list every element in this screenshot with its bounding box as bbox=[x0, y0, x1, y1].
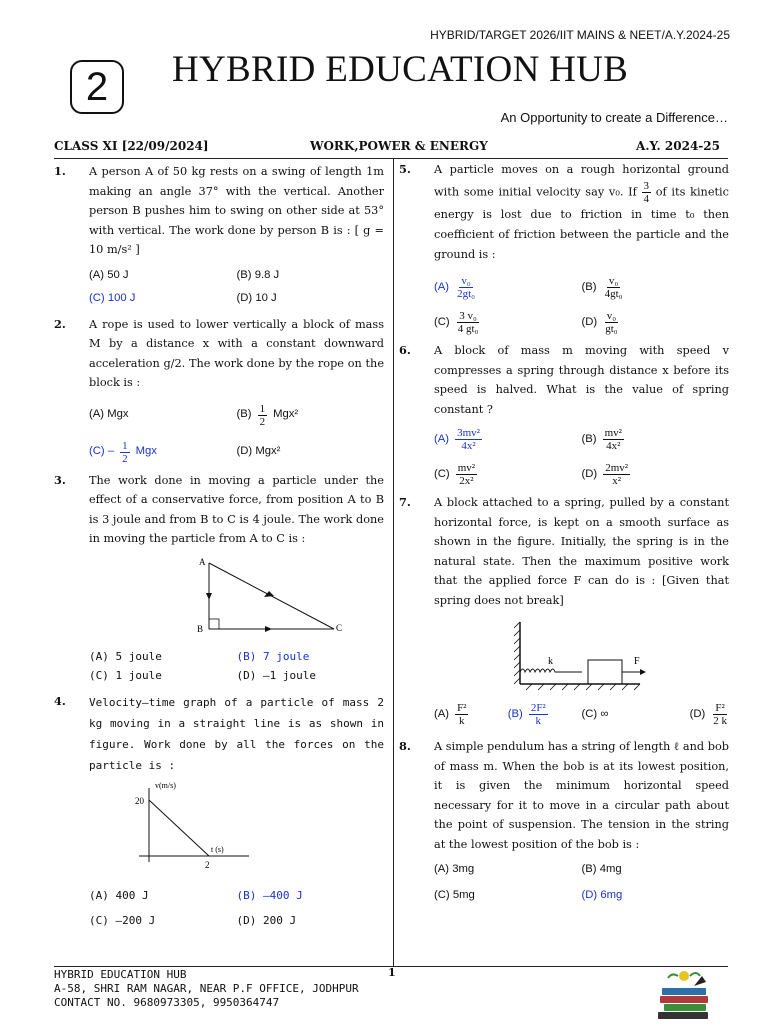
books-logo-icon bbox=[654, 966, 714, 1022]
series-tag: HYBRID/TARGET 2026/IIT MAINS & NEET/A.Y.2024-25 bbox=[430, 28, 730, 42]
option-a-answer[interactable]: (A) $\frac{\text{3mv²}}{\text{4x²}}$ bbox=[434, 427, 480, 452]
column-divider bbox=[393, 158, 394, 966]
option-d[interactable]: (D) 10 J bbox=[236, 292, 277, 304]
question-text: A particle moves on a rough horizontal ground with some initial velocity say v₀. If $\frac{3}{4}$ of its kinetic energy is lost due to friction in time t₀ then coefficient of friction between the particle and the ground is : bbox=[434, 163, 729, 261]
option-c[interactable]: (C) –200 J bbox=[89, 914, 156, 927]
question-number: 8. bbox=[399, 739, 411, 753]
option-d[interactable]: (D) 200 J bbox=[236, 914, 297, 927]
option-d-answer[interactable]: (D) 6mg bbox=[581, 888, 623, 901]
question-text: A person A of 50 kg rests on a swing of length 1m making an angle 37° with the vertical. Another person B pushes him to swing on other side at 53° with vertical. The work done by person B is : [ g = 10 m/s² ] bbox=[89, 165, 384, 256]
right-column bbox=[399, 160, 729, 911]
vertex-a-label: A bbox=[199, 556, 206, 567]
vertex-b-label: B bbox=[197, 623, 204, 634]
option-d[interactable]: (D) –1 joule bbox=[236, 669, 316, 682]
question-text: The work done in moving a particle under the effect of a conservative force, from position A to B is 3 joule and from B to C is 4 joule. The work done in moving the particle from A to C is : bbox=[89, 473, 384, 545]
question-text: A block of mass m moving with speed v compresses a spring through distance x before its speed is halved. What is the value of spring constant ? bbox=[434, 344, 729, 416]
options-row bbox=[434, 702, 729, 727]
option-c-answer[interactable]: (C) 100 J bbox=[89, 292, 136, 304]
question-text: Velocity–time graph of a particle of mass 2 kg moving in a straight line is as shown in figure. Work done by all the forces on the particle is : bbox=[89, 695, 384, 772]
topic-title: WORK,POWER & ENERGY bbox=[310, 139, 488, 153]
force-label: F bbox=[634, 656, 640, 667]
option-a[interactable]: (A) 3mg bbox=[434, 863, 475, 875]
option-d[interactable]: (D) Mgx² bbox=[236, 445, 281, 458]
option-c-answer[interactable]: (C) – $\frac{1}{2}$ Mgx bbox=[89, 439, 157, 465]
footer-institute: HYBRID EDUCATION HUB bbox=[54, 968, 187, 981]
option-a[interactable]: (A) $\frac{\text{F²}}{k}$ bbox=[434, 702, 467, 727]
question-text: A simple pendulum has a string of length ℓ and bob of mass m. When the bob is at its lowest position, it is given the minimum horizontal speed necessary for it to move in a circular path about the point of suspension. The tension in the string at the lowest position of the bob is : bbox=[434, 740, 729, 851]
question-8 bbox=[399, 737, 729, 905]
footer-address bbox=[54, 968, 359, 1010]
option-c[interactable]: (C) 1 joule bbox=[89, 669, 162, 682]
left-column bbox=[54, 162, 384, 937]
sheet-info-row bbox=[54, 139, 728, 157]
question-2 bbox=[54, 315, 384, 465]
option-c[interactable]: (C) ∞ bbox=[581, 707, 609, 720]
velocity-time-graph bbox=[109, 780, 269, 880]
option-d[interactable]: (D) $\frac{\text{F²}}{2 k}$ bbox=[689, 702, 727, 727]
vertex-c-label: C bbox=[336, 622, 343, 633]
question-text: A rope is used to lower vertically a block of mass M by a distance x with a constant downward acceleration g/2. The work done by the rope on the block is : bbox=[89, 317, 384, 389]
option-c[interactable]: (C) $\frac{\text{mv²}}{\text{2x²}}$ bbox=[434, 462, 476, 487]
option-c[interactable]: (C) 5mg bbox=[434, 888, 475, 901]
question-1 bbox=[54, 162, 384, 309]
y-tick-label: 20 bbox=[135, 795, 144, 806]
tagline: An Opportunity to create a Difference… bbox=[500, 110, 728, 125]
question-number: 3. bbox=[54, 472, 66, 487]
x-tick-label: 2 bbox=[205, 859, 210, 870]
question-number: 7. bbox=[399, 495, 411, 509]
option-a[interactable]: (A) 400 J bbox=[89, 888, 149, 902]
option-d[interactable]: (D) $\frac{\text{2mv²}}{\text{x²}}$ bbox=[581, 462, 629, 487]
option-b[interactable]: (B) $\frac{1}{2}$ Mgx² bbox=[236, 402, 299, 428]
question-3 bbox=[54, 471, 384, 686]
question-number: 4. bbox=[54, 693, 66, 708]
question-number: 1. bbox=[54, 164, 66, 178]
option-b[interactable]: (B) 9.8 J bbox=[236, 268, 280, 281]
page-number: 1 bbox=[388, 966, 396, 979]
spring-constant-label: k bbox=[548, 656, 553, 667]
question-6 bbox=[399, 341, 729, 487]
option-b-answer[interactable]: (B) $\frac{\text{2F²}}{k}$ bbox=[507, 702, 546, 727]
option-a[interactable]: (A) 5 joule bbox=[89, 649, 162, 663]
option-b-answer[interactable]: (B) 7 joule bbox=[236, 649, 310, 663]
academic-year: A.Y. 2024-25 bbox=[636, 139, 720, 153]
x-axis-label: t (s) bbox=[211, 844, 224, 854]
page-badge: 2 bbox=[70, 60, 124, 114]
question-4 bbox=[54, 692, 384, 931]
footer-address-line: A-58, SHRI RAM NAGAR, NEAR P.F OFFICE, JODHPUR bbox=[54, 982, 359, 995]
question-7 bbox=[399, 493, 729, 727]
header-divider bbox=[54, 158, 728, 159]
option-a-answer[interactable]: (A) $\frac{\text{v₀}}{\text{2gt₀}}$ bbox=[434, 275, 475, 300]
brand-title: HYBRID EDUCATION HUB bbox=[172, 49, 629, 90]
question-number: 6. bbox=[399, 343, 411, 357]
question-number: 5. bbox=[399, 162, 411, 176]
option-a[interactable]: (A) 50 J bbox=[89, 268, 129, 281]
question-5 bbox=[399, 160, 729, 335]
option-b[interactable]: (B) 4mg bbox=[581, 863, 622, 875]
y-axis-label: v(m/s) bbox=[155, 780, 176, 790]
option-b-answer[interactable]: (B) –400 J bbox=[236, 888, 303, 902]
question-number: 2. bbox=[54, 316, 66, 331]
option-d[interactable]: (D) $\frac{\text{v₀}}{\text{gt₀}}$ bbox=[581, 310, 618, 335]
option-a[interactable]: (A) Mgx bbox=[89, 408, 129, 421]
option-b[interactable]: (B) $\frac{\text{mv²}}{\text{4x²}}$ bbox=[581, 427, 622, 452]
spring-block-figure bbox=[514, 618, 664, 694]
triangle-path-figure bbox=[129, 555, 389, 643]
option-c[interactable]: (C) $\frac{\text{3 v₀}}{\text{4 gt₀}}$ bbox=[434, 310, 479, 335]
footer-contact: CONTACT NO. 9680973305, 9950364747 bbox=[54, 996, 280, 1009]
class-info: CLASS XI [22/09/2024] bbox=[54, 139, 209, 153]
option-b[interactable]: (B) $\frac{\text{v₀}}{\text{4gt₀}}$ bbox=[581, 275, 623, 300]
question-text: A block attached to a spring, pulled by a constant horizontal force, is kept on a smooth surface as shown in the figure. Initially, the spring is in the natural state. Then the maximum positive work that the applied force F can do is : [Given that spring does not break] bbox=[434, 496, 729, 607]
